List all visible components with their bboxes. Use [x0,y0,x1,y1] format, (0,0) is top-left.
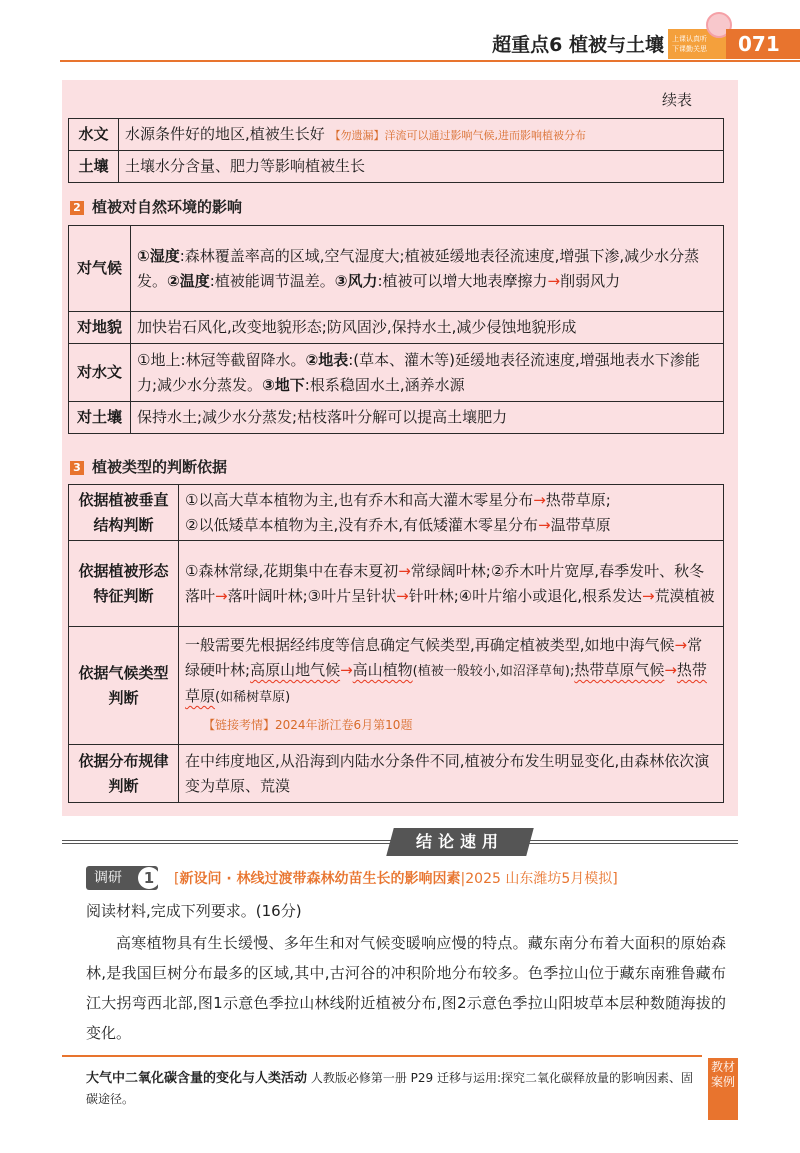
row-content: 水源条件好的地区,植被生长好 【勿遗漏】洋流可以通过影响气候,进而影响植被分布 [119,119,724,151]
arrow-icon: → [533,490,546,509]
row-label: 依据植被形态特征判断 [69,541,179,627]
row-label: 对土壤 [69,402,131,434]
page-number: 071 [726,29,800,59]
table-row [69,119,724,151]
row-content: 在中纬度地区,从沿海到内陆水分条件不同,植被分布发生明显变化,由森林依次演变为草原、荒漠 [179,745,724,803]
table-row [69,151,724,183]
row-label: 水文 [69,119,119,151]
table-row [69,312,724,344]
section-2-heading: 2 植被对自然环境的影响 [70,196,242,217]
row-label: 对水文 [69,344,131,402]
row-label: 依据气候类型判断 [69,627,179,745]
row-content: 保持水土;减少水分蒸发;枯枝落叶分解可以提高土壤肥力 [131,402,724,434]
row-content: ①地上:林冠等截留降水。②地表:(草本、灌木等)延缓地表径流速度,增强地表水下渗能力;减少水分蒸发。③地下:根系稳固水土,涵养水源 [131,344,724,402]
table-row [69,226,724,312]
table-row [69,541,724,627]
row-label: 对地貌 [69,312,131,344]
row-content: ①以高大草本植物为主,也有乔木和高大灌木零星分布→热带草原; ②以低矮草本植物为主,没有乔木,有低矮灌木零星分布→温带草原 [179,485,724,541]
conclusion-banner [62,828,738,856]
slogan-tag: 上课认真听 下课勤关思 [668,29,726,59]
table-vegetation-effects [68,225,724,434]
table-water-soil [68,118,724,183]
research-badge: 调研 [86,866,158,890]
question-number: 1 [138,867,160,889]
row-content: ①森林常绿,花期集中在春末夏初→常绿阔叶林;②乔木叶片宽厚,春季发叶、秋冬落叶→落叶阔叶林;③叶片呈针状→针叶林;④叶片缩小或退化,根系发达→荒漠植被 [179,541,724,627]
textbook-case-tab: 教材案例 [708,1058,738,1120]
arrow-icon: → [547,271,561,290]
table-vegetation-criteria [68,484,724,803]
row-label: 土壤 [69,151,119,183]
note-tag: 【勿遗漏】洋流可以通过影响气候,进而影响植被分布 [329,128,587,142]
page-header [0,0,800,62]
research-question-header [86,866,746,890]
material-text: 高寒植物具有生长缓慢、多年生和对气候变暖响应慢的特点。藏东南分布着大面积的原始森林,是我国巨树分布最多的区域,其中,古河谷的冲积阶地分布较多。色季拉山位于藏东南雅鲁藏布江大拐弯西北部,图1示意色季拉山林线附近植被分布,图2示意色季拉山阳坡草本层种数随海拔的变化。 [86,934,726,1042]
question-title: [新设问 · 林线过渡带森林幼苗生长的影响因素|2025 山东潍坊5月模拟] [174,871,618,887]
arrow-icon: → [396,586,409,605]
table-row [69,485,724,541]
arrow-icon: → [538,515,551,534]
section-3-heading: 3 植被类型的判断依据 [70,456,227,477]
header-divider [60,60,800,62]
table-row [69,745,724,803]
arrow-icon: → [215,586,228,605]
row-label: 对气候 [69,226,131,312]
section-number: 3 [70,461,84,475]
arrow-icon: → [340,661,353,679]
row-content: 土壤水分含量、肥力等影响植被生长 [119,151,724,183]
section-number: 2 [70,201,84,215]
row-content: 加快岩石风化,改变地貌形态;防风固沙,保持水土,减少侵蚀地貌形成 [131,312,724,344]
table-row [69,627,724,745]
instruction-text: 阅读材料,完成下列要求。(16分) [86,902,302,920]
row-content: 一般需要先根据经纬度等信息确定气候类型,再确定植被类型,如地中海气候→常绿硬叶林;高原山地气候→高山植物(植被一般较小,如沼泽草甸);热带草原气候→热带草原(如稀树草原) 【链接考情】2024年浙江卷6月第10题 [179,627,724,745]
table-row [69,344,724,402]
continued-label: 续表 [662,91,693,109]
arrow-icon: → [664,661,677,679]
row-label: 依据分布规律判断 [69,745,179,803]
row-label: 依据植被垂直结构判断 [69,485,179,541]
banner-label: 结论速用 [386,828,534,856]
page-title: 超重点6 植被与土壤 [492,34,664,56]
arrow-icon: → [641,586,655,605]
arrow-icon: → [398,561,411,580]
table-row [69,402,724,434]
arrow-icon: → [674,636,688,654]
exam-link-tag: 【链接考情】2024年浙江卷6月第10题 [203,718,413,732]
footer-divider [62,1055,702,1057]
footer-note: 大气中二氧化碳含量的变化与人类活动 人教版必修第一册 P29 迁移与运用:探究二氧化碳释放量的影响因素、固碳途径。 [86,1071,694,1106]
row-content: ①湿度:森林覆盖率高的区域,空气湿度大;植被延缓地表径流速度,增强下渗,减少水分蒸发。②温度:植被能调节温差。③风力:植被可以增大地表摩擦力→削弱风力 [131,226,724,312]
